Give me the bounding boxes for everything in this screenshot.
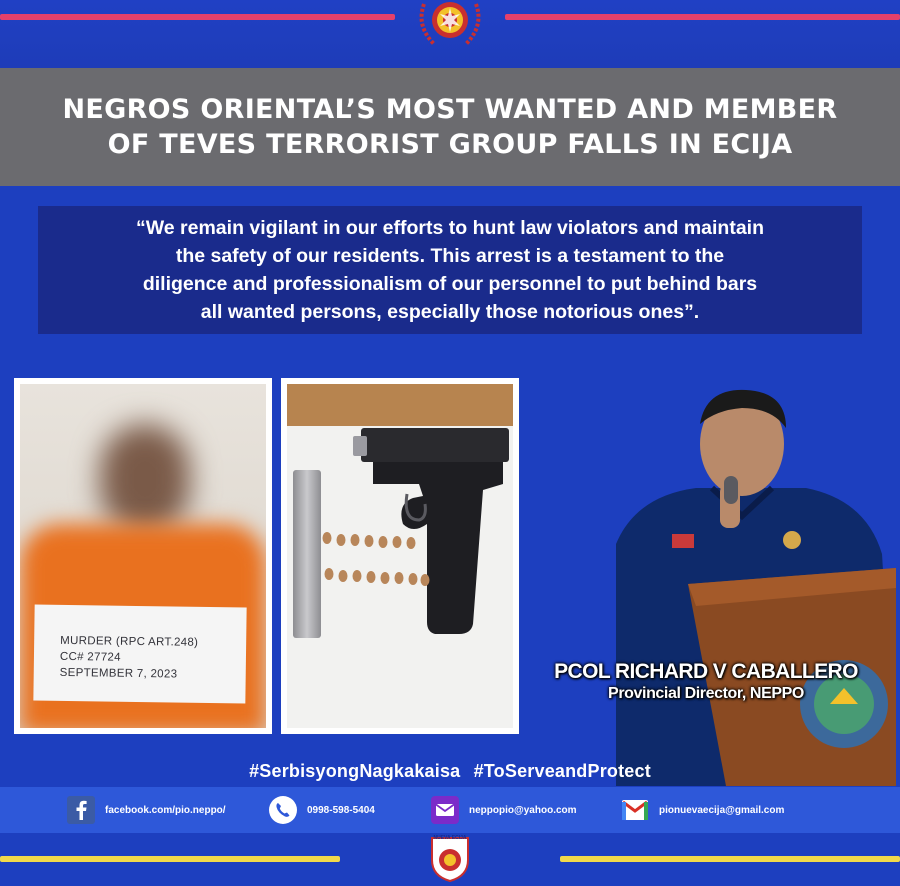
evidence-table-surface	[287, 384, 513, 426]
hashtag: #ToServeandProtect	[473, 761, 651, 781]
gmail-icon	[620, 795, 650, 825]
yahoo-email: neppopio@yahoo.com	[469, 804, 577, 816]
director-name: PCOL RICHARD V CABALLERO	[554, 660, 858, 683]
bottom-accent-line-left	[0, 856, 340, 862]
pistol-icon	[353, 424, 513, 636]
quote-box	[38, 206, 862, 334]
hashtag: #SerbisyongNagkakaisa	[249, 761, 461, 781]
booking-placard	[33, 605, 246, 704]
phone-number: 0998-598-5404	[307, 804, 375, 816]
director-quote	[136, 214, 764, 326]
phone-contact[interactable]	[268, 795, 375, 825]
quote-line: “We remain vigilant in our efforts to hunt law violators and maintain	[135, 217, 765, 239]
quote-line: the safety of our residents. This arrest is a testament to the	[175, 245, 725, 267]
facebook-url: facebook.com/pio.neppo/	[105, 804, 226, 816]
yahoo-mail-icon	[430, 795, 460, 825]
quote-line: all wanted persons, especially those notorious ones”.	[200, 301, 700, 323]
seal-label: NUEVA ECIJA	[433, 835, 467, 841]
phone-icon	[268, 795, 298, 825]
quote-line: diligence and professionalism of our personnel to put behind bars	[142, 273, 758, 295]
top-accent-line-left	[0, 14, 395, 20]
top-accent-line-right	[505, 14, 900, 20]
facebook-icon	[66, 795, 96, 825]
hashtags	[0, 759, 900, 783]
director-title: Provincial Director, NEPPO	[608, 685, 804, 702]
gmail-contact[interactable]	[620, 795, 784, 825]
headline	[20, 92, 880, 162]
suspect-photo	[14, 378, 272, 734]
evidence-photo	[281, 378, 519, 734]
placard-date: SEPTEMBER 7, 2023	[59, 666, 178, 681]
yahoo-contact[interactable]	[430, 795, 577, 825]
facebook-contact[interactable]	[66, 795, 226, 825]
placard-charge: MURDER (RPC ART.248)	[60, 634, 199, 649]
headline-line: NEGROS ORIENTAL’S MOST WANTED AND MEMBER	[62, 94, 838, 125]
provincial-director-photo	[596, 384, 900, 786]
contact-bar	[0, 787, 900, 833]
bottom-accent-line-right	[560, 856, 900, 862]
nueva-ecija-police-seal-icon	[428, 836, 472, 882]
headline-line: OF TEVES TERRORIST GROUP FALLS IN ECIJA	[107, 129, 793, 160]
ammunition-rounds-icon	[321, 532, 431, 592]
placard-case-number: CC# 27724	[59, 650, 121, 664]
headline-banner	[0, 68, 900, 186]
magazine-icon	[293, 470, 321, 638]
blurred-face	[100, 424, 190, 534]
gmail-email: pionuevaecija@gmail.com	[659, 804, 785, 816]
pnp-seal-icon	[410, 0, 490, 50]
